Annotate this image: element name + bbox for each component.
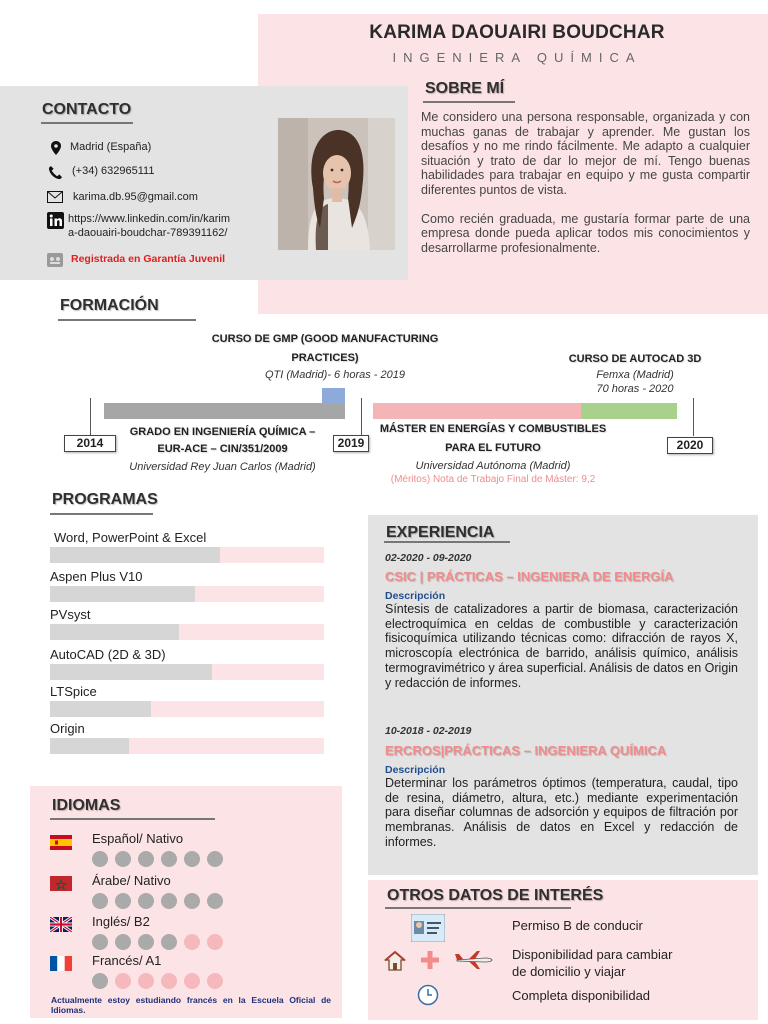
languages-underline	[50, 818, 215, 820]
master-title	[368, 423, 618, 454]
location-pin-icon	[50, 141, 70, 158]
level-dot-filled	[138, 893, 154, 909]
language-level-dots	[92, 973, 223, 989]
program-label: AutoCAD (2D & 3D)	[50, 647, 166, 662]
level-dot-filled	[115, 851, 131, 867]
level-dot-filled	[184, 893, 200, 909]
master-university: Universidad Autónoma (Madrid)	[415, 460, 571, 472]
level-dot-empty	[115, 973, 131, 989]
phone-icon	[48, 165, 68, 183]
autocad-bar	[581, 403, 677, 419]
year-2019: 2019	[333, 435, 369, 452]
languages-title: IDIOMAS	[52, 797, 121, 814]
location-text: Madrid (España)	[70, 141, 152, 153]
level-dot-filled	[92, 973, 108, 989]
job-1-date: 02-2020 - 09-2020	[385, 552, 472, 564]
experience-job-2	[385, 725, 738, 850]
linkedin-line-1: https://www.linkedin.com/in/karim	[68, 213, 230, 225]
contact-linkedin	[47, 212, 230, 240]
formation-title: FORMACIÓN	[60, 297, 159, 314]
airplane-icon	[455, 950, 493, 975]
experience-underline	[384, 541, 510, 543]
level-dot-empty	[161, 973, 177, 989]
program-label: Word, PowerPoint & Excel	[54, 530, 207, 545]
travel-line-2: de domicilio y viajar	[512, 964, 626, 979]
level-dot-filled	[207, 851, 223, 867]
year-2014: 2014	[64, 435, 116, 452]
level-dot-empty	[184, 934, 200, 950]
contact-youth-guarantee	[47, 253, 225, 270]
master-line-1: MÁSTER EN ENERGÍAS Y COMBUSTIBLES	[379, 423, 607, 435]
job-1-title: CSIC | PRÁCTICAS – INGENIERA DE ENERGÍA	[385, 569, 674, 584]
travel-line-1: Disponibilidad para cambiar	[512, 947, 673, 962]
gmp-title-line-2: PRACTICES)	[291, 352, 359, 364]
experience-job-1	[385, 552, 738, 690]
timeline-tick-2020	[693, 398, 694, 436]
other-data-underline	[385, 907, 571, 909]
grado-line-2: EUR-ACE – CIN/351/2009	[157, 443, 288, 455]
other-data-title: OTROS DATOS DE INTERÉS	[387, 887, 604, 904]
contact-underline	[41, 122, 133, 124]
gmp-title-line-1: CURSO DE GMP (GOOD MANUFACTURING	[211, 333, 439, 345]
profile-photo	[278, 118, 395, 250]
house-icon	[384, 950, 406, 977]
gmp-course-title	[180, 333, 470, 364]
clock-icon	[417, 984, 439, 1011]
job-2-date: 10-2018 - 02-2019	[385, 725, 472, 737]
contact-phone	[48, 165, 154, 183]
linkedin-link[interactable]	[68, 212, 230, 240]
language-level-dots	[92, 893, 223, 909]
level-dot-filled	[115, 934, 131, 950]
language-label: Francés/ A1	[92, 953, 162, 968]
youth-guarantee-icon	[47, 253, 67, 270]
level-dot-filled	[115, 893, 131, 909]
job-1-description: Síntesis de catalizadores a partir de biomasa, caracterización electroquímica en celdas de combustible y caracterización fisicoquímica utilizando técnicas como: difracción de rayos X, microscopía electrónica de barrido, análisis químico, análisis termogravimétrico y área superficial. Análisis de datos en Origin y redacción de informes.	[385, 602, 738, 690]
grado-university: Universidad Rey Juan Carlos (Madrid)	[129, 461, 316, 473]
language-label: Inglés/ B2	[92, 914, 150, 929]
plus-icon	[421, 951, 439, 974]
grado-line-1: GRADO EN INGENIERÍA QUÍMICA –	[129, 426, 316, 438]
program-level-fill	[50, 701, 151, 717]
timeline-tick-2014	[90, 398, 91, 436]
program-level-fill	[50, 586, 195, 602]
about-paragraph-1: Me considero una persona responsable, organizada y con muchas ganas de trabajar y aprender. Me gustan los desafíos y no me rindo fácilmente. Me adapto a cualquier situación y trato de dar lo mejor de mí. Tengo buenas habilidades para trabajar en equipo y me gusta compartir diferentes puntos de vista.	[421, 110, 750, 197]
level-dot-empty	[138, 973, 154, 989]
master-bar	[373, 403, 581, 419]
level-dot-empty	[207, 973, 223, 989]
programs-underline	[50, 513, 153, 515]
program-label: Origin	[50, 721, 85, 736]
full-availability-text: Completa disponibilidad	[512, 988, 651, 1003]
program-label: LTSpice	[50, 684, 97, 699]
spain-flag-icon	[50, 835, 72, 850]
program-level-fill	[50, 738, 129, 754]
language-level-dots	[92, 934, 223, 950]
formation-underline	[58, 319, 196, 321]
about-title: SOBRE MÍ	[425, 80, 505, 97]
master-note: (Méritos) Nota de Trabajo Final de Máster: 9,2	[390, 474, 596, 485]
autocad-course-subtitle-1: Femxa (Madrid)	[596, 369, 674, 381]
programs-title: PROGRAMAS	[52, 491, 158, 508]
contact-email	[47, 191, 198, 206]
program-level-fill	[50, 547, 220, 563]
program-level-fill	[50, 664, 212, 680]
year-2020: 2020	[667, 437, 713, 454]
gmp-bar	[322, 388, 345, 404]
uk-flag-icon	[50, 917, 72, 932]
level-dot-filled	[184, 851, 200, 867]
program-level-fill	[50, 624, 179, 640]
master-line-2: PARA EL FUTURO	[445, 442, 541, 454]
job-1-description-label: Descripción	[385, 590, 446, 602]
grado-title	[110, 426, 335, 455]
contact-title: CONTACTO	[42, 101, 132, 118]
candidate-name: KARIMA DAOUAIRI BOUDCHAR	[369, 22, 665, 43]
morocco-flag-icon	[50, 876, 72, 891]
language-level-dots	[92, 851, 223, 867]
about-section	[421, 110, 750, 255]
candidate-role: INGENIERA QUÍMICA	[392, 50, 642, 65]
envelope-icon	[47, 191, 67, 206]
language-label: Árabe/ Nativo	[92, 873, 171, 888]
phone-text: (+34) 632965111	[72, 165, 155, 177]
level-dot-empty	[184, 973, 200, 989]
level-dot-filled	[161, 893, 177, 909]
level-dot-filled	[138, 934, 154, 950]
france-flag-icon	[50, 956, 72, 971]
driving-license-icon	[411, 914, 445, 947]
email-link[interactable]: karima.db.95@gmail.com	[73, 191, 198, 203]
about-underline	[423, 101, 515, 103]
gmp-course-subtitle: QTI (Madrid)- 6 horas - 2019	[265, 369, 405, 381]
linkedin-icon	[47, 212, 67, 232]
language-label: Español/ Nativo	[92, 831, 184, 846]
languages-note: Actualmente estoy estudiando francés en la Escuela Oficial de Idiomas.	[51, 995, 331, 1015]
level-dot-filled	[207, 893, 223, 909]
contact-location	[50, 141, 151, 158]
level-dot-filled	[138, 851, 154, 867]
program-label: PVsyst	[50, 607, 91, 622]
driving-license-text: Permiso B de conducir	[512, 918, 643, 933]
level-dot-filled	[92, 893, 108, 909]
experience-title: EXPERIENCIA	[386, 524, 495, 541]
job-2-description: Determinar los parámetros óptimos (temperatura, caudal, tipo de resina, diámetro, altura, etc.) mediante experimentación para diseñar columnas de adsorción y equipos de filtración por membranas. Análisis de datos en Excel y redacción de informes.	[385, 776, 738, 849]
about-paragraph-2: Como recién graduada, me gustaría formar parte de una empresa donde pueda aplicar todos mis conocimientos y desarrollarme profesionalmente.	[421, 211, 750, 255]
level-dot-filled	[92, 934, 108, 950]
youth-guarantee-text: Registrada en Garantía Juvenil	[71, 253, 226, 265]
level-dot-empty	[207, 934, 223, 950]
level-dot-filled	[161, 934, 177, 950]
job-2-description-label: Descripción	[385, 764, 446, 776]
job-2-title: ERCROS|PRÁCTICAS – INGENIERA QUÍMICA	[385, 743, 667, 758]
level-dot-filled	[92, 851, 108, 867]
program-label: Aspen Plus V10	[50, 569, 143, 584]
travel-availability-text	[512, 946, 672, 980]
linkedin-line-2: a-daouairi-boudchar-789391162/	[68, 227, 228, 239]
grado-bar	[104, 403, 345, 419]
timeline-tick-2019	[361, 398, 362, 436]
level-dot-filled	[161, 851, 177, 867]
autocad-course-subtitle-2: 70 horas - 2020	[596, 383, 674, 395]
autocad-course-title: CURSO DE AUTOCAD 3D	[568, 353, 702, 365]
